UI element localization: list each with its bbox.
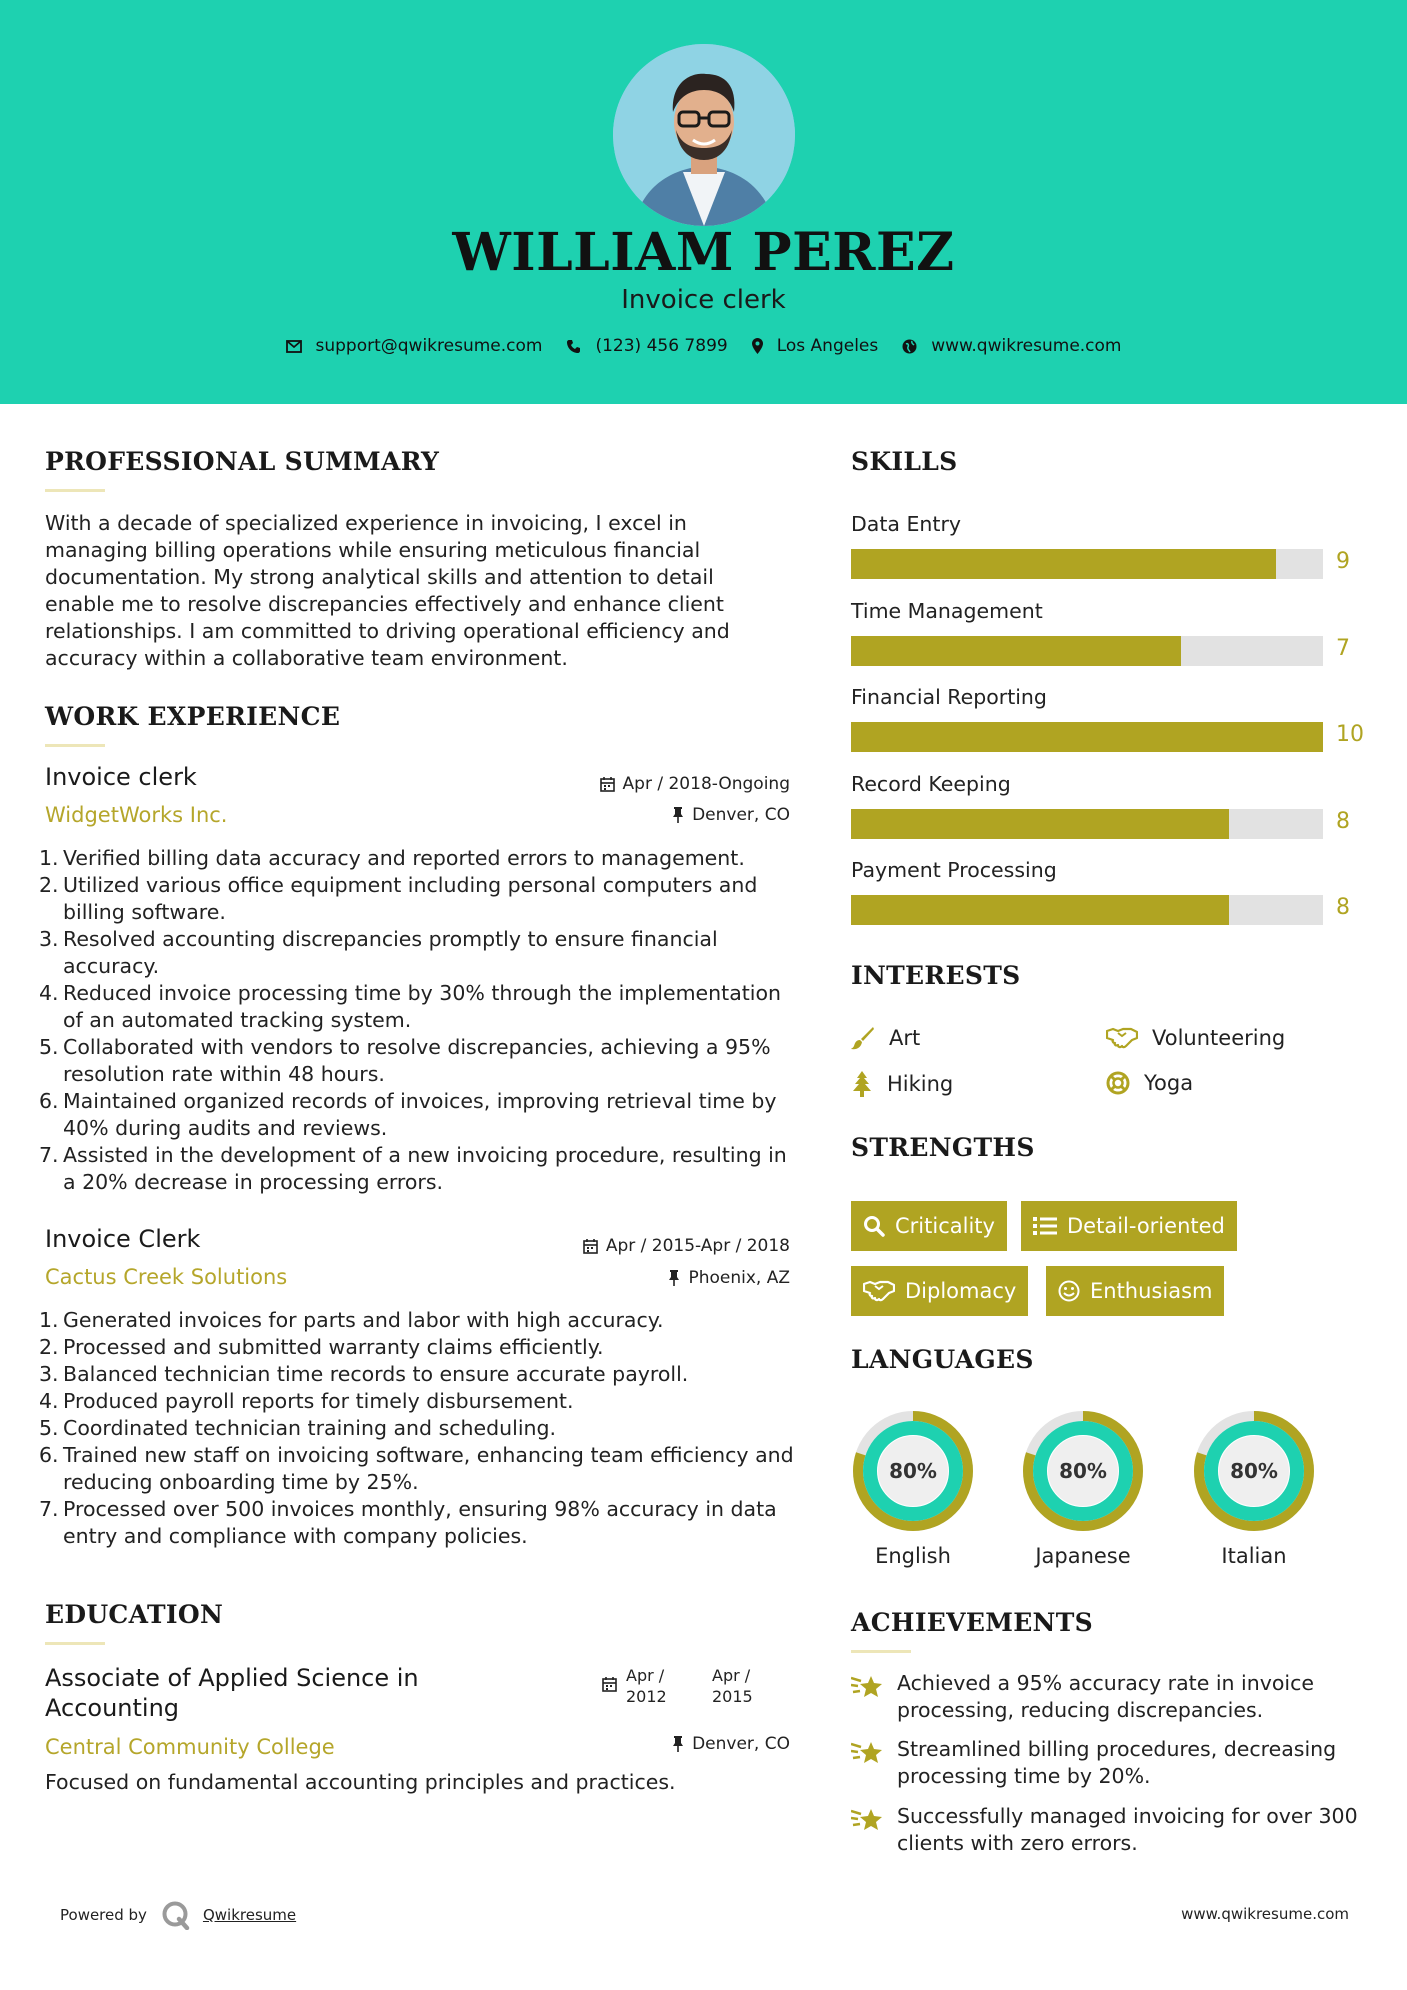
language-ring	[1021, 1409, 1145, 1537]
contact-phone[interactable]	[566, 336, 727, 356]
life-ring-icon	[1106, 1071, 1130, 1095]
skill-bar-track	[851, 636, 1323, 666]
duty-text: Verified billing data accuracy and reported errors to management.	[63, 846, 745, 870]
envelope-icon	[286, 340, 302, 353]
contact-website[interactable]	[902, 336, 1121, 356]
skill-label: Data Entry	[851, 512, 962, 536]
interest-hiking	[851, 1071, 953, 1097]
list-item: 6. Maintained organized records of invoices, improving retrieval time by 40% during audits and reviews.	[39, 1089, 777, 1140]
search-icon	[863, 1215, 885, 1237]
interests-heading: INTERESTS	[851, 961, 1021, 990]
skill-bar-track	[851, 809, 1323, 839]
education-description: Focused on fundamental accounting principles and practices.	[45, 1770, 676, 1794]
language-donut-chart	[851, 1409, 975, 1533]
experience-heading-rule	[45, 744, 105, 747]
map-pin-icon	[752, 338, 763, 354]
skill-value: 9	[1336, 549, 1350, 574]
shooting-star-icon	[851, 1805, 883, 1833]
language-ring	[851, 1409, 975, 1537]
achievement-item	[851, 1736, 1371, 1790]
summary-heading: PROFESSIONAL SUMMARY	[45, 447, 440, 476]
education-degree-line-2: Accounting	[45, 1694, 180, 1722]
list-item: 2. Processed and submitted warranty claims efficiently.	[39, 1335, 604, 1359]
shooting-star-icon	[851, 1672, 883, 1700]
achievement-text: Streamlined billing procedures, decreasing processing time by 20%.	[897, 1737, 1337, 1788]
job-2-title: Invoice Clerk	[45, 1225, 201, 1253]
skill-bar-track	[851, 895, 1323, 925]
education-degree-line-1: Associate of Applied Science in	[45, 1664, 419, 1692]
duty-text: Maintained organized records of invoices, improving retrieval time by 40% during audits and reviews.	[63, 1089, 777, 1140]
strength-tag-criticality	[851, 1201, 1007, 1251]
list-item: 4. Produced payroll reports for timely disbursement.	[39, 1389, 574, 1413]
skill-label: Financial Reporting	[851, 685, 1047, 709]
list-item: 7. Assisted in the development of a new invoicing procedure, resulting in a 20% decrease in processing errors.	[39, 1143, 787, 1194]
skill-bar-fill	[851, 722, 1323, 752]
languages-heading: LANGUAGES	[851, 1345, 1034, 1374]
skill-bar-track	[851, 549, 1323, 579]
strength-tag-diplomacy	[851, 1266, 1028, 1316]
duty-text: Coordinated technician training and scheduling.	[63, 1416, 557, 1440]
pushpin-icon	[672, 807, 684, 823]
education-heading-rule	[45, 1642, 105, 1645]
summary-text: With a decade of specialized experience in invoicing, I excel in managing billing operations while ensuring meticulous financial documentation. My strong analytical skills and attention to detail enable me to resolve discrepancies effectively and enhance client relationships. I am committed to driving operational efficiency and accuracy within a collaborative team environment.	[45, 511, 730, 670]
list-item: 6. Trained new staff on invoicing software, enhancing team efficiency and reducing onboarding time by 25%.	[39, 1443, 794, 1494]
list-item: 2. Utilized various office equipment including personal computers and billing software.	[39, 873, 758, 924]
candidate-name: WILLIAM PEREZ	[452, 222, 955, 283]
skill-value: 8	[1336, 809, 1350, 834]
tree-icon	[851, 1071, 873, 1097]
skills-heading: SKILLS	[851, 447, 958, 476]
smiley-icon	[1058, 1280, 1080, 1302]
language-ring	[1192, 1409, 1316, 1537]
list-item: 5. Coordinated technician training and scheduling.	[39, 1416, 557, 1440]
qwikresume-link[interactable]: Qwikresume	[202, 1906, 297, 1924]
skill-value: 10	[1336, 722, 1364, 747]
strength-label: Diplomacy	[905, 1279, 1017, 1303]
job-2-location	[668, 1268, 790, 1288]
globe-icon	[902, 339, 917, 354]
job-1-location-text: Denver, CO	[692, 805, 790, 825]
achievement-text: Successfully managed invoicing for over 300 clients with zero errors.	[897, 1804, 1358, 1855]
language-donut-chart	[1021, 1409, 1145, 1533]
interest-label: Volunteering	[1152, 1026, 1286, 1050]
handshake-icon	[863, 1280, 895, 1302]
contact-location-text: Los Angeles	[776, 336, 879, 356]
education-start-month: Apr /	[626, 1666, 665, 1685]
duty-text: Assisted in the development of a new invoicing procedure, resulting in a 20% decrease in processing errors.	[63, 1143, 787, 1194]
list-item: 1. Verified billing data accuracy and reported errors to management.	[39, 846, 745, 870]
skill-value: 7	[1336, 636, 1350, 661]
list-item: 3. Resolved accounting discrepancies promptly to ensure financial accuracy.	[39, 927, 718, 978]
strength-label: Detail-oriented	[1067, 1214, 1225, 1238]
job-2-date-text: Apr / 2015-Apr / 2018	[605, 1236, 790, 1256]
job-2-duties	[39, 1307, 795, 1550]
job-2-company: Cactus Creek Solutions	[45, 1265, 288, 1289]
footer-powered-by	[60, 1900, 296, 1930]
job-1-location	[672, 805, 790, 825]
skill-bar-fill	[851, 895, 1229, 925]
skill-bar-fill	[851, 549, 1276, 579]
language-percent-label: 80%	[1230, 1459, 1278, 1483]
language-name: Italian	[1221, 1544, 1287, 1568]
job-1-company: WidgetWorks Inc.	[45, 803, 228, 827]
skill-label: Record Keeping	[851, 772, 1011, 796]
contact-email[interactable]	[286, 336, 543, 356]
strength-tag-enthusiasm	[1046, 1266, 1224, 1316]
list-icon	[1033, 1216, 1057, 1236]
education-end-month: Apr /	[712, 1666, 751, 1685]
contact-website-text: www.qwikresume.com	[931, 336, 1122, 356]
experience-heading: WORK EXPERIENCE	[45, 702, 341, 731]
skill-label: Time Management	[851, 599, 1043, 623]
footer-website[interactable]: www.qwikresume.com	[1181, 1905, 1349, 1923]
list-item: 7. Processed over 500 invoices monthly, ensuring 98% accuracy in data entry and compliance with company policies.	[39, 1497, 777, 1548]
education-start-year: 2012	[626, 1687, 667, 1706]
education-location	[672, 1734, 790, 1754]
strength-tag-detail-oriented	[1021, 1201, 1237, 1251]
list-item: 3. Balanced technician time records to ensure accurate payroll.	[39, 1362, 689, 1386]
job-2-date	[583, 1236, 790, 1256]
shooting-star-icon	[851, 1738, 883, 1766]
calendar-icon	[583, 1239, 598, 1254]
achievement-item	[851, 1670, 1371, 1724]
pushpin-icon	[668, 1270, 680, 1286]
skill-bar-track	[851, 722, 1323, 752]
duty-text: Utilized various office equipment including personal computers and billing software.	[63, 873, 758, 924]
duty-text: Reduced invoice processing time by 30% through the implementation of an automated tracking system.	[63, 981, 782, 1032]
education-location-text: Denver, CO	[692, 1734, 790, 1754]
strength-label: Enthusiasm	[1090, 1279, 1213, 1303]
pushpin-icon	[672, 1736, 684, 1752]
qwikresume-logo-icon	[161, 1900, 191, 1930]
skill-label: Payment Processing	[851, 858, 1057, 882]
summary-heading-rule	[45, 489, 105, 492]
achievement-text: Achieved a 95% accuracy rate in invoice processing, reducing discrepancies.	[897, 1671, 1314, 1722]
calendar-icon	[600, 777, 615, 792]
list-item: 5. Collaborated with vendors to resolve discrepancies, achieving a 95% resolution rate within 48 hours.	[39, 1035, 771, 1086]
contact-phone-text: (123) 456 7899	[595, 336, 728, 356]
achievements-heading: ACHIEVEMENTS	[851, 1608, 1093, 1637]
list-item: 4. Reduced invoice processing time by 30% through the implementation of an automated tracking system.	[39, 981, 782, 1032]
job-2-location-text: Phoenix, AZ	[688, 1268, 790, 1288]
duty-text: Resolved accounting discrepancies promptly to ensure financial accuracy.	[63, 927, 718, 978]
education-heading: EDUCATION	[45, 1600, 224, 1629]
language-donut-chart	[1192, 1409, 1316, 1533]
interest-art	[851, 1026, 920, 1050]
duty-text: Balanced technician time records to ensure accurate payroll.	[63, 1362, 689, 1386]
resume-header	[0, 0, 1407, 404]
duty-text: Trained new staff on invoicing software, enhancing team efficiency and reducing onboarding time by 25%.	[63, 1443, 794, 1494]
strengths-heading: STRENGTHS	[851, 1133, 1035, 1162]
interest-label: Art	[889, 1026, 921, 1050]
list-item: 1. Generated invoices for parts and labor with high accuracy.	[39, 1308, 664, 1332]
language-name: English	[875, 1544, 951, 1568]
language-name: Japanese	[1035, 1544, 1131, 1568]
duty-text: Produced payroll reports for timely disbursement.	[63, 1389, 574, 1413]
phone-icon	[566, 339, 581, 354]
job-1-title: Invoice clerk	[45, 763, 197, 791]
job-1-date-text: Apr / 2018-Ongoing	[622, 774, 790, 794]
powered-by-label: Powered by	[60, 1906, 147, 1924]
duty-text: Processed and submitted warranty claims efficiently.	[63, 1335, 604, 1359]
contact-email-text: support@qwikresume.com	[315, 336, 543, 356]
contact-location	[752, 336, 879, 356]
achievements-heading-rule	[851, 1650, 911, 1653]
duty-text: Generated invoices for parts and labor with high accuracy.	[63, 1308, 664, 1332]
job-1-duties	[39, 845, 795, 1196]
skill-bar-fill	[851, 809, 1229, 839]
interest-label: Yoga	[1144, 1071, 1194, 1095]
education-school: Central Community College	[45, 1735, 335, 1759]
strength-label: Criticality	[895, 1214, 995, 1238]
contact-bar	[0, 336, 1407, 356]
handshake-icon	[1106, 1027, 1138, 1049]
candidate-title: Invoice clerk	[621, 285, 786, 315]
achievement-item	[851, 1803, 1371, 1857]
education-end-year: 2015	[712, 1687, 753, 1706]
calendar-icon	[602, 1677, 617, 1692]
skill-value: 8	[1336, 895, 1350, 920]
interest-yoga	[1106, 1071, 1193, 1095]
language-percent-label: 80%	[1059, 1459, 1107, 1483]
interest-volunteering	[1106, 1026, 1285, 1050]
education-date-separator	[706, 1666, 711, 1686]
language-percent-label: 80%	[889, 1459, 937, 1483]
profile-photo	[613, 44, 795, 226]
interest-label: Hiking	[887, 1072, 954, 1096]
duty-text: Processed over 500 invoices monthly, ensuring 98% accuracy in data entry and compliance with company policies.	[63, 1497, 777, 1548]
paintbrush-icon	[851, 1026, 875, 1050]
job-1-date	[600, 774, 790, 794]
duty-text: Collaborated with vendors to resolve discrepancies, achieving a 95% resolution rate within 48 hours.	[63, 1035, 771, 1086]
skill-bar-fill	[851, 636, 1181, 666]
